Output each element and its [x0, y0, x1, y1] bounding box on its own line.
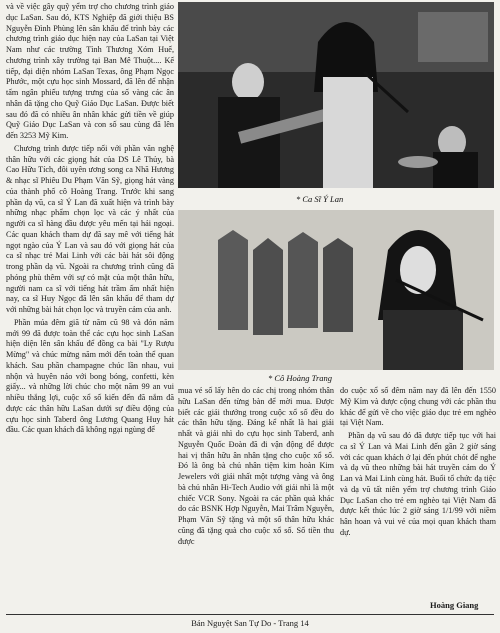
photo-y-lan-image [178, 2, 494, 188]
paragraph: và về việc gây quỹ yểm trợ cho chương trình giáo dục LaSan. Sau đó, KTS Nghiệp đã giới thiệu BS Nguyễn Đình Phùng lên sân khấu để trình bày các chương trình giáo dục hiện nay của LaSan tại Việt Nam như các trường Tình Thương Xóm Huế, chương trình xây trường tại Ban Mê Thuột.... Kế tiếp, đại diện nhóm LaSan Texas, ông Phạm Ngọc Phước, một cựu học sinh Mossard, đã lên để nhận tấm ngân phiếu tượng trưng của số vàng các ân nhân đã tặng cho Quỹ Giáo Dục LaSan. Được biết sau đó đã có nhiều ân nhân khác gửi tiền về giúp Quỹ Giáo Dục LaSan và con số sau cùng đã lên đến 3253 Mỹ Kim. [6, 2, 174, 140]
article-author: Hoàng Giang [430, 600, 479, 610]
photo-caption: * Ca Sĩ Ý Lan [296, 194, 344, 204]
page-footer: Bán Nguyệt San Tự Do - Trang 14 [191, 618, 309, 628]
photo-singer-y-lan [178, 2, 494, 188]
paragraph: do cuộc xổ số đêm năm nay đã lên đến 1550 Mỹ Kim và được cộng chung với các phần thu khác để gửi về cho việc giáo dục trẻ em nghèo tại Việt Nam. [340, 386, 496, 428]
photo-singer-hoang-trang [178, 210, 494, 370]
paragraph: Phần dạ vũ sau đó đã được tiếp tục với hai ca sĩ Ý Lan và Mai Linh đến gần 2 giờ sáng với các quan khách ở lại đến phút chót để nghe và dạ vũ theo những bài hát truyền cảm do Ý Lan và Mai Linh cùng hát. Buổi tổ chức đạ tiệc và dạ vũ tất niên yểm trợ chương trình Giáo Dục LaSan cho trẻ em nghèo tại Việt Nam đã được kết thúc lúc 2 giờ sáng 1/1/99 với niềm hân hoan và vui vẻ của mọi quan khách tham dự. [340, 431, 496, 537]
paragraph: Chương trình được tiếp nối với phần văn nghệ thân hữu với các giọng hát của DS Lê Thủy, bà Cao Hữu Tích, đôi uyên ương song ca Nhã Hương & nhạc sĩ Phiêu Du Phạm Văn Sỹ, giọng hát vàng của thành phố cô Hoàng Trang. Trước khi sang phần dạ vũ, ca sĩ Ý Lan đã xuất hiện và trình bày những nhạc phẩm chọn lọc và các ý nhất của người ca sĩ hàng đầu được yêu mến tại hải ngoại. Các quan khách tham dự đã say mê với tiếng hát ngọt ngào của Ý Lan và sau đó với giọng hát của ca sĩ nhạc trẻ Mai Linh với các bài hát sôi động trong phần dạ vũ. Ngoài ra chương trình cũng đã phóng phù thêm với sự có mặt của một thân hữu, người nam ca sĩ với tiếng hát trầm ấm nhất hiện nay, ca sĩ Huy Ngọc đã lên sân khấu để tham dự với những bài hát chọn lọc và truyền cảm của anh. [6, 143, 174, 314]
article-left-column [6, 2, 174, 438]
photo-hoang-trang-image [178, 210, 494, 370]
paragraph: Phần múa đêm giã từ năm cũ 98 và đón năm mới 99 đã được toàn thể các cựu học sinh LaSan hiện diện lên sân khấu để đồng ca bài "Ly Rượu Mừng" và chúc mừng năm mới đến toàn thể quan khách. Sau phần champagne chúc lần nhau, vui nhộn và huyên náo với bong bóng, confetti, kèn giấy... và những lời chúc cho một năm 99 an vui nhiều thắng lợi, cuộc xổ số kiến đến đã nắm đã được các thân hữu LaSan dưới sự điều động của cựu học sinh Taberd ông Lương Quang Huy hát đầu. Các quan khách đã không ngại ngùng để [6, 317, 174, 435]
article-right-column [340, 386, 496, 541]
photo-caption: * Cô Hoàng Trang [268, 373, 332, 383]
paragraph: mua vé số lấy hên do các chị trong nhóm thân hữu LaSan đến từng bàn để mời mua. Được biết các giải thưởng trong cuộc xổ số đều do các thân hữu tặng. Đáng kể nhất là hai giải nhất và giải nhì do cựu học sinh Taberd, anh Nguyễn Quốc Đoàn đã đi vận động để được hai vị thân hữu ân nhân tặng cho cuộc xổ số. Đó là ông bà chủ nhân tiệm kim hoàn Kim Jewelers với giải nhất một tượng vàng và ông bà chủ nhân Hi-Tech Audio với giải nhì là một chiếc VCR Sony. Ngoài ra các phần quà khác do các BSNK Hợp Nguyễn, Mai Trâm Nguyễn, Phạm Văn Sỹ tặng và một số thân hữu khác cũng đã tặng quà cho cuộc xổ số. Số tiền thu được [178, 386, 335, 546]
article-middle-column [178, 386, 334, 549]
footer-divider [6, 614, 494, 615]
